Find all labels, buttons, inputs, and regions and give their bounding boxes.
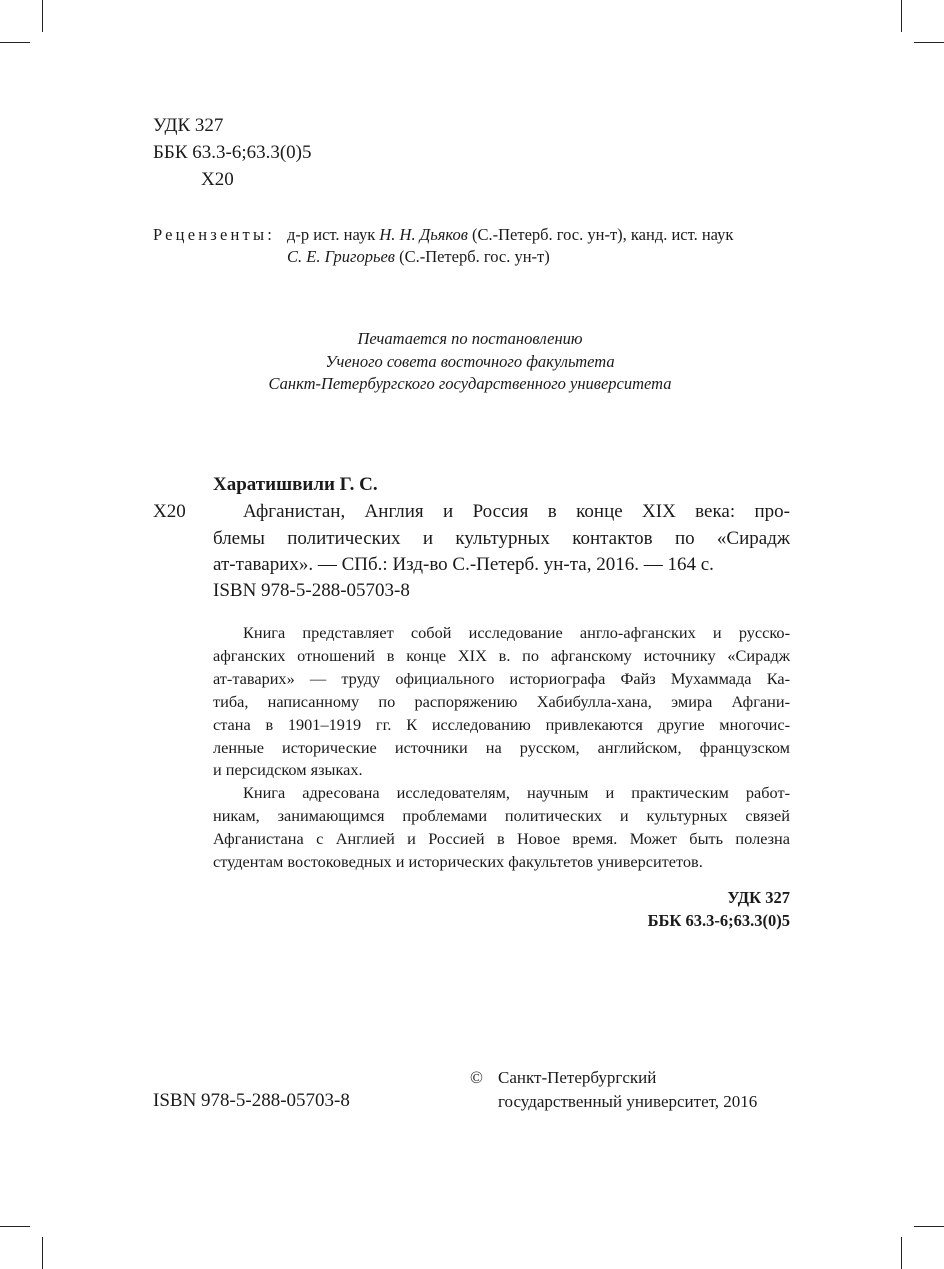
- crop-mark-bottom-right-h: [914, 1226, 944, 1227]
- reviewers-label: Рецензенты:: [153, 225, 276, 244]
- crop-mark-top-left-v: [42, 0, 43, 32]
- annotation-line: Книга представляет собой исследование англо-афганских и русско-: [243, 623, 790, 642]
- annotation-line: ленные исторические источники на русском, английском, французском: [213, 737, 790, 757]
- bbk-code: ББК 63.3-6;63.3(0)5: [153, 142, 312, 163]
- isbn: ISBN 978-5-288-05703-8: [153, 1090, 350, 1111]
- annotation-line: афганских отношений в конце XIX в. по афганскому источнику «Сирадж: [213, 645, 790, 665]
- author-code-margin: Х20: [153, 501, 186, 522]
- author-code: Х20: [201, 169, 234, 190]
- udk-code-bottom: УДК 327: [727, 888, 790, 907]
- approval-line: Ученого совета восточного факультета: [325, 351, 615, 371]
- approval-line: Печатается по постановлению: [357, 329, 583, 348]
- author-name: Харатишвили Г. С.: [213, 474, 378, 495]
- annotation-line: ат-таварих» — труду официального историографа Файз Мухаммада Ка-: [213, 668, 790, 688]
- udk-code: УДК 327: [153, 115, 224, 136]
- bib-line: Афганистан, Англия и Россия в конце XIX века: про-: [243, 501, 790, 522]
- crop-mark-bottom-right-v: [901, 1237, 902, 1269]
- crop-mark-top-right-h: [914, 42, 944, 43]
- bbk-code-bottom: ББК 63.3-6;63.3(0)5: [647, 911, 790, 930]
- reviewers: [153, 224, 793, 268]
- classification-codes-bottom: [540, 886, 790, 932]
- reviewer-2-affiliation: (С.-Петерб. гос. ун-т): [394, 247, 550, 266]
- annotation-line: никам, занимающимся проблемами политических и культурных связей: [213, 806, 790, 826]
- annotation-line: Книга адресована исследователям, научным и практическим работ-: [243, 783, 790, 803]
- crop-mark-top-right-v: [901, 0, 902, 32]
- bibliographic-description: [213, 499, 790, 604]
- annotation-line: стана в 1901–1919 гг. К исследованию привлекаются другие многочис-: [213, 714, 790, 734]
- copyright-holder-line: государственный университет, 2016: [498, 1092, 758, 1111]
- bib-line: блемы политических и культурных контактов по «Сирадж: [213, 527, 790, 549]
- bib-isbn: ISBN 978-5-288-05703-8: [213, 580, 410, 601]
- reviewer-1-affiliation: (С.-Петерб. гос. ун-т), канд. ист. наук: [467, 225, 734, 244]
- annotation-line: и персидском языках.: [213, 760, 363, 780]
- crop-mark-bottom-left-h: [0, 1226, 30, 1227]
- copyright-symbol: ©: [470, 1068, 483, 1087]
- reviewer-1-degree: д-р ист. наук: [287, 225, 380, 244]
- publication-approval: [150, 328, 790, 396]
- annotation-line: Афганистана с Англией и Россией в Новое время. Может быть полезна: [213, 829, 790, 849]
- crop-mark-bottom-left-v: [42, 1237, 43, 1269]
- copyright-holder-line: Санкт-Петербургский: [498, 1068, 657, 1087]
- reviewer-1-name: Н. Н. Дьяков: [379, 225, 468, 244]
- annotation-line: тиба, написанному по распоряжению Хабибулла-хана, эмира Афгани-: [213, 691, 790, 711]
- approval-line: Санкт-Петербургского государственного университета: [268, 374, 672, 393]
- crop-mark-top-left-h: [0, 42, 30, 43]
- bib-line: ат-таварих». — СПб.: Изд-во С.-Петерб. ун-та, 2016. — 164 с.: [213, 554, 714, 575]
- annotation-line: студентам востоковедных и исторических факультетов университетов.: [213, 852, 703, 872]
- classification-block: [153, 112, 312, 193]
- reviewer-2-name: С. Е. Григорьев: [287, 247, 395, 266]
- copyright: [470, 1066, 757, 1114]
- annotation: [213, 622, 790, 874]
